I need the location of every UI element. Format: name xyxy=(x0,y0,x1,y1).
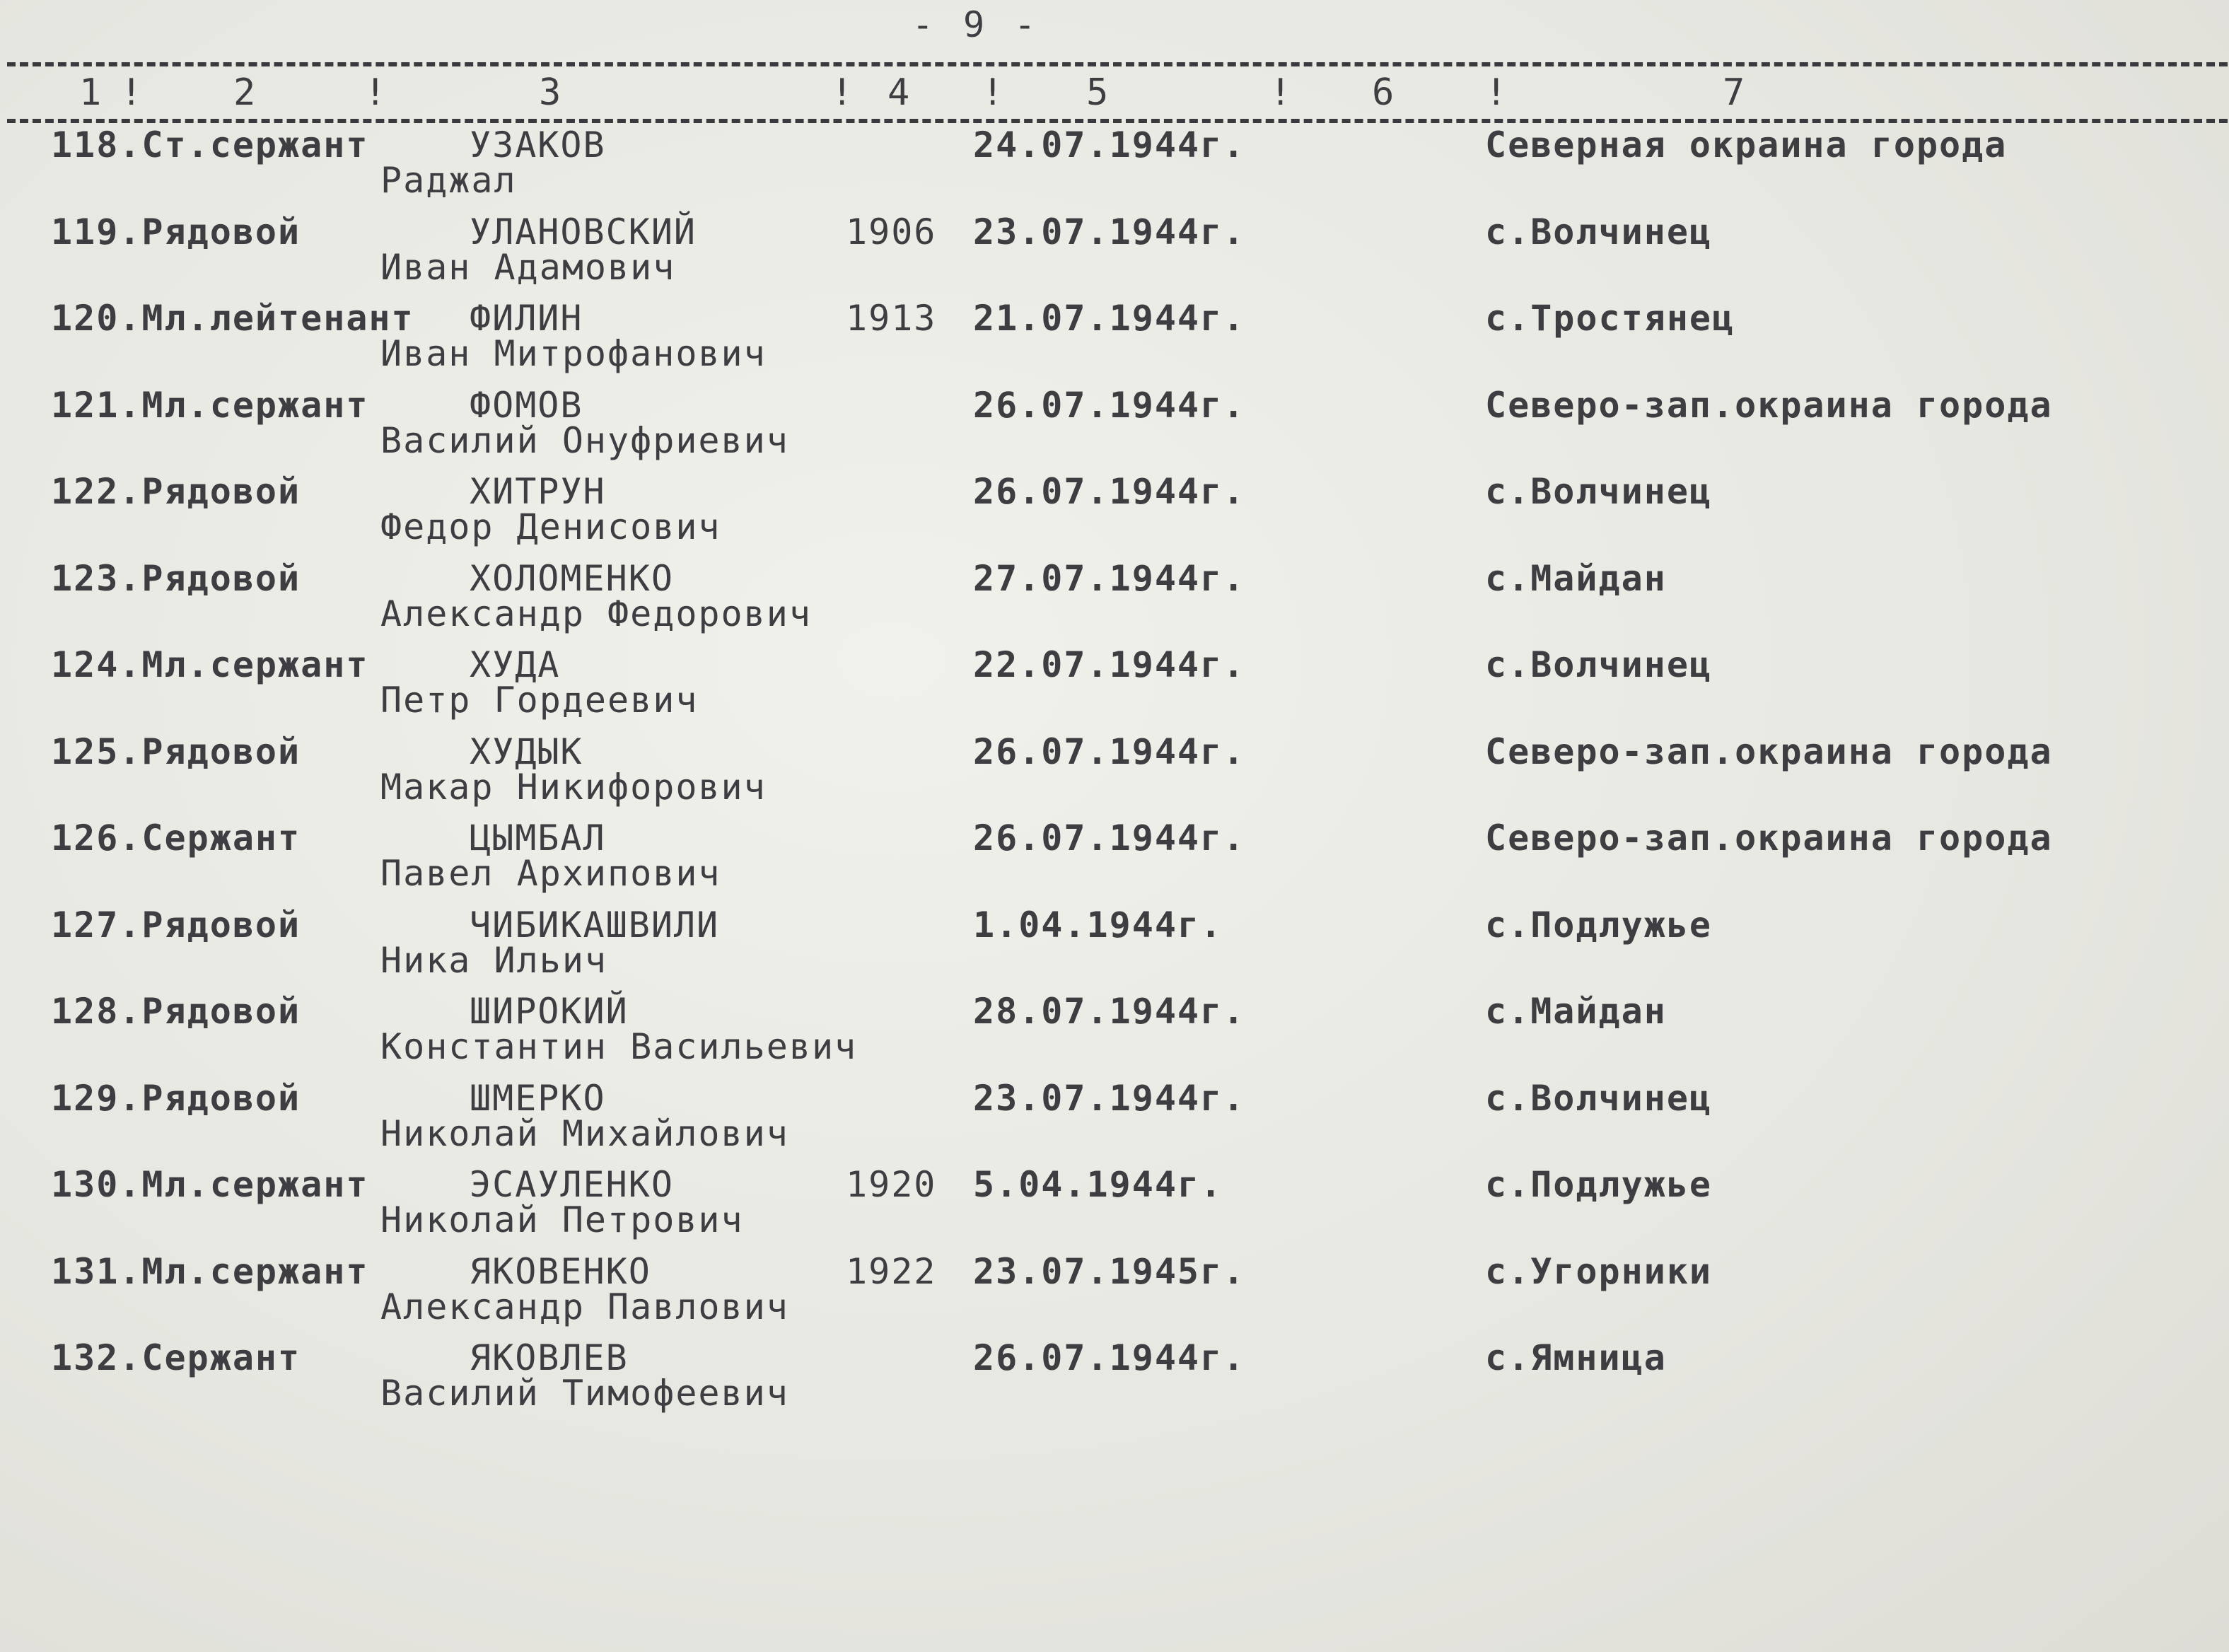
record-surname: ХОЛОМЕНКО xyxy=(470,557,674,599)
list-item xyxy=(0,818,2229,904)
record-number-rank: 120.Мл.лейтенант xyxy=(51,298,414,339)
column-header-6: 6 xyxy=(1372,71,1395,114)
column-header-4: 4 xyxy=(887,71,910,114)
record-surname: ЯКОВЕНКО xyxy=(470,1250,651,1292)
record-given-names: Петр Гордеевич xyxy=(380,680,699,721)
record-date: 5.04.1944г. xyxy=(973,1164,1223,1205)
record-date: 23.07.1944г. xyxy=(973,211,1246,252)
record-surname: ЭСАУЛЕНКО xyxy=(470,1164,674,1205)
record-number-rank: 121.Мл.сержант xyxy=(51,384,369,426)
record-burial-place: с.Волчинец xyxy=(1485,1077,1713,1119)
record-surname: ЦЫМБАЛ xyxy=(470,818,606,859)
record-date: 27.07.1944г. xyxy=(973,557,1246,599)
record-given-names: Николай Михайлович xyxy=(380,1112,789,1154)
record-number-rank: 127.Рядовой xyxy=(51,904,301,946)
record-number-rank: 131.Мл.сержант xyxy=(51,1250,369,1292)
record-number-rank: 129.Рядовой xyxy=(51,1077,301,1119)
record-date: 26.07.1944г. xyxy=(973,731,1246,772)
record-number-rank: 128.Рядовой xyxy=(51,991,301,1032)
record-burial-place: Северо-зап.окраина города xyxy=(1485,818,2053,859)
record-burial-place: Северо-зап.окраина города xyxy=(1485,384,2053,426)
record-surname: ХУДЫК xyxy=(470,731,583,772)
record-given-names: Макар Никифорович xyxy=(380,766,767,808)
column-separator: ! xyxy=(1485,71,1508,114)
column-header-7: 7 xyxy=(1723,71,1745,114)
record-burial-place: с.Подлужье xyxy=(1485,904,1713,946)
record-given-names: Ника Ильич xyxy=(380,939,608,981)
page-number: - 9 - xyxy=(912,4,1040,45)
list-item xyxy=(0,211,2229,298)
list-item xyxy=(0,385,2229,472)
record-birth-year: 1922 xyxy=(846,1250,937,1292)
list-item xyxy=(0,558,2229,645)
column-separator: ! xyxy=(831,71,854,114)
record-date: 1.04.1944г. xyxy=(973,904,1223,946)
record-surname: ЯКОВЛЕВ xyxy=(470,1337,629,1378)
record-burial-place: с.Подлужье xyxy=(1485,1164,1713,1205)
record-surname: ЧИБИКАШВИЛИ xyxy=(470,904,720,946)
record-number-rank: 122.Рядовой xyxy=(51,471,301,512)
record-surname: УЛАНОВСКИЙ xyxy=(470,211,697,252)
list-item xyxy=(0,298,2229,385)
header-rule-bottom xyxy=(7,119,2228,123)
column-header-row xyxy=(0,69,2229,116)
record-date: 22.07.1944г. xyxy=(973,644,1246,685)
record-birth-year: 1913 xyxy=(846,298,937,339)
record-surname: ХИТРУН xyxy=(470,471,606,512)
record-date: 26.07.1944г. xyxy=(973,818,1246,859)
record-given-names: Федор Денисович xyxy=(380,506,721,547)
record-given-names: Александр Федорович xyxy=(380,593,812,634)
column-header-5: 5 xyxy=(1086,71,1109,114)
list-item xyxy=(0,904,2229,991)
column-separator: ! xyxy=(364,71,387,114)
column-separator: ! xyxy=(982,71,1004,114)
record-date: 26.07.1944г. xyxy=(973,384,1246,426)
column-header-2: 2 xyxy=(233,71,256,114)
record-burial-place: с.Волчинец xyxy=(1485,644,1713,685)
list-item xyxy=(0,991,2229,1078)
record-surname: ШМЕРКО xyxy=(470,1077,606,1119)
record-given-names: Василий Тимофеевич xyxy=(380,1373,789,1414)
record-burial-place: с.Волчинец xyxy=(1485,471,1713,512)
list-item xyxy=(0,644,2229,731)
record-burial-place: с.Угорники xyxy=(1485,1250,1713,1292)
record-number-rank: 118.Ст.сержант xyxy=(51,124,369,165)
record-date: 23.07.1944г. xyxy=(973,1077,1246,1119)
record-burial-place: с.Тростянец xyxy=(1485,298,1735,339)
record-list xyxy=(0,124,2229,1424)
list-item xyxy=(0,124,2229,211)
record-date: 26.07.1944г. xyxy=(973,1337,1246,1378)
record-number-rank: 119.Рядовой xyxy=(51,211,301,252)
record-birth-year: 1920 xyxy=(846,1164,937,1205)
record-burial-place: Северная окраина города xyxy=(1485,124,2008,165)
record-number-rank: 130.Мл.сержант xyxy=(51,1164,369,1205)
record-burial-place: Северо-зап.окраина города xyxy=(1485,731,2053,772)
record-surname: ФОМОВ xyxy=(470,384,583,426)
list-item xyxy=(0,1164,2229,1251)
record-given-names: Иван Адамович xyxy=(380,246,676,288)
record-burial-place: с.Майдан xyxy=(1485,991,1667,1032)
record-burial-place: с.Ямница xyxy=(1485,1337,1667,1378)
column-separator: ! xyxy=(1269,71,1292,114)
record-number-rank: 124.Мл.сержант xyxy=(51,644,369,685)
record-given-names: Василий Онуфриевич xyxy=(380,419,789,461)
record-surname: ШИРОКИЙ xyxy=(470,991,629,1032)
record-given-names: Иван Митрофанович xyxy=(380,333,767,374)
list-item xyxy=(0,731,2229,818)
record-given-names: Александр Павлович xyxy=(380,1286,789,1327)
record-burial-place: с.Волчинец xyxy=(1485,211,1713,252)
list-item xyxy=(0,1251,2229,1338)
record-surname: УЗАКОВ xyxy=(470,124,606,165)
column-header-3: 3 xyxy=(539,71,561,114)
record-date: 26.07.1944г. xyxy=(973,471,1246,512)
record-number-rank: 132.Сержант xyxy=(51,1337,301,1378)
column-header-1: 1 xyxy=(79,71,102,114)
record-surname: ФИЛИН xyxy=(470,298,583,339)
record-number-rank: 123.Рядовой xyxy=(51,557,301,599)
record-given-names: Константин Васильевич xyxy=(380,1026,858,1067)
list-item xyxy=(0,1337,2229,1424)
record-number-rank: 126.Сержант xyxy=(51,818,301,859)
record-given-names: Павел Архипович xyxy=(380,853,721,894)
list-item xyxy=(0,1078,2229,1165)
column-separator: ! xyxy=(120,71,143,114)
record-date: 24.07.1944г. xyxy=(973,124,1246,165)
record-number-rank: 125.Рядовой xyxy=(51,731,301,772)
record-burial-place: с.Майдан xyxy=(1485,557,1667,599)
record-date: 21.07.1944г. xyxy=(973,298,1246,339)
record-surname: ХУДА xyxy=(470,644,561,685)
record-birth-year: 1906 xyxy=(846,211,937,252)
list-item xyxy=(0,471,2229,558)
header-rule-top xyxy=(7,62,2228,66)
record-given-names: Раджал xyxy=(380,160,517,201)
record-date: 28.07.1944г. xyxy=(973,991,1246,1032)
record-date: 23.07.1945г. xyxy=(973,1250,1246,1292)
record-given-names: Николай Петрович xyxy=(380,1199,744,1240)
